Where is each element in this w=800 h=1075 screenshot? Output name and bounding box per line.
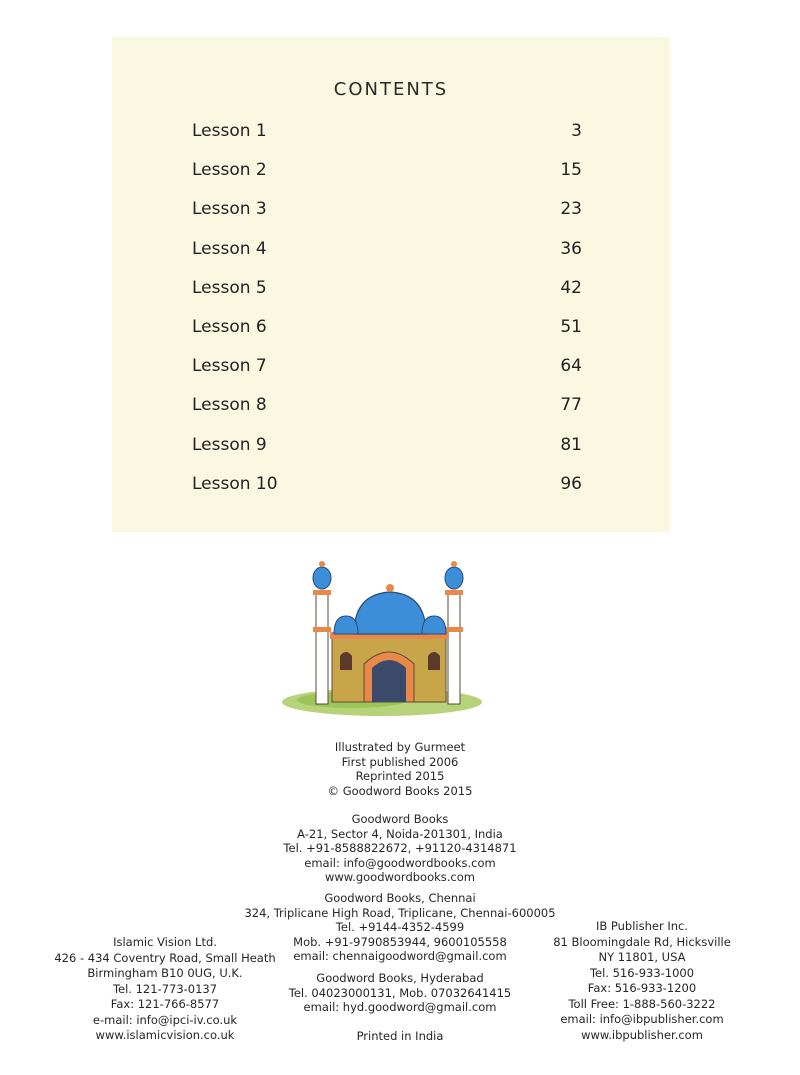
publisher-main-block xyxy=(0,812,800,885)
toc-entry[interactable] xyxy=(192,121,582,160)
hyderabad-tel: Tel. 04023000131, Mob. 07032641415 xyxy=(288,985,512,1000)
toc-entry[interactable] xyxy=(192,317,582,356)
ib-name: IB Publisher Inc. xyxy=(595,919,689,933)
toc-entry[interactable] xyxy=(192,356,582,395)
first-published: First published 2006 xyxy=(341,754,459,769)
reprinted: Reprinted 2015 xyxy=(355,769,445,784)
toc-label: Lesson 7 xyxy=(192,356,267,377)
toc-entry[interactable] xyxy=(192,239,582,278)
toc-page: 81 xyxy=(560,434,582,455)
toc-page: 42 xyxy=(560,277,582,298)
contents-panel xyxy=(112,37,670,532)
toc-page: 64 xyxy=(560,356,582,377)
ib-web[interactable]: www.ibpublisher.com xyxy=(581,1027,703,1042)
publisher-address: A-21, Sector 4, Noida-201301, India xyxy=(297,826,503,841)
toc-page: 23 xyxy=(560,199,582,220)
chennai-name: Goodword Books, Chennai xyxy=(324,891,476,905)
ib-publisher-block xyxy=(532,919,752,1043)
toc-label: Lesson 9 xyxy=(192,434,267,455)
mosque-illustration xyxy=(282,552,482,722)
toc-entry[interactable] xyxy=(192,278,582,317)
copyright: © Goodword Books 2015 xyxy=(327,783,473,798)
chennai-email[interactable]: email: chennaigoodword@gmail.com xyxy=(293,949,507,964)
ib-tel: Tel. 516-933-1000 xyxy=(589,965,695,980)
ib-tollfree: Toll Free: 1-888-560-3222 xyxy=(568,996,716,1011)
toc-entry[interactable] xyxy=(192,199,582,238)
ib-address1: 81 Bloomingdale Rd, Hicksville xyxy=(553,934,731,949)
toc-entry[interactable] xyxy=(192,474,582,513)
chennai-address: 324, Triplicane High Road, Triplicane, Chennai-600005 xyxy=(244,905,556,920)
iv-fax: Fax: 121-766-8577 xyxy=(110,997,220,1011)
hyderabad-name: Goodword Books, Hyderabad xyxy=(316,971,484,985)
toc-page: 51 xyxy=(560,316,582,337)
ib-fax: Fax: 516-933-1200 xyxy=(587,981,697,995)
ib-email[interactable]: email: info@ibpublisher.com xyxy=(560,1012,724,1026)
toc-label: Lesson 10 xyxy=(192,473,278,494)
iv-address1: 426 - 434 Coventry Road, Small Heath xyxy=(54,950,276,965)
toc-label: Lesson 6 xyxy=(192,316,267,337)
toc-page: 96 xyxy=(560,473,582,494)
publisher-name: Goodword Books xyxy=(351,812,449,826)
toc-label: Lesson 1 xyxy=(192,121,267,141)
publisher-email[interactable]: email: info@goodwordbooks.com xyxy=(304,855,496,870)
toc-label: Lesson 4 xyxy=(192,238,267,259)
iv-web[interactable]: www.islamicvision.co.uk xyxy=(95,1028,235,1042)
toc-label: Lesson 3 xyxy=(192,199,267,220)
publisher-web[interactable]: www.goodwordbooks.com xyxy=(325,870,475,885)
chennai-mob: Mob. +91-9790853944, 9600105558 xyxy=(293,934,507,949)
credits-block xyxy=(0,740,800,798)
toc-entry[interactable] xyxy=(192,435,582,474)
contents-title: CONTENTS xyxy=(333,79,449,100)
iv-address2: Birmingham B10 0UG, U.K. xyxy=(87,966,243,980)
toc-label: Lesson 8 xyxy=(192,395,267,416)
chennai-tel: Tel. +9144-4352-4599 xyxy=(335,920,465,935)
illustrator-credit: Illustrated by Gurmeet xyxy=(334,740,466,754)
ib-address2: NY 11801, USA xyxy=(598,950,686,964)
toc-entry[interactable] xyxy=(192,160,582,199)
iv-name: Islamic Vision Ltd. xyxy=(113,935,217,949)
toc-label: Lesson 5 xyxy=(192,277,267,298)
toc-page: 15 xyxy=(560,160,582,181)
toc-list xyxy=(192,121,582,513)
iv-tel: Tel. 121-773-0137 xyxy=(112,981,218,996)
toc-page: 3 xyxy=(571,121,582,141)
publisher-tel: Tel. +91-8588822672, +91120-4314871 xyxy=(283,841,517,856)
islamic-vision-block xyxy=(40,935,290,1044)
toc-page: 77 xyxy=(560,395,582,416)
hyderabad-email[interactable]: email: hyd.goodword@gmail.com xyxy=(303,1000,497,1015)
toc-label: Lesson 2 xyxy=(192,160,267,181)
printed-in: Printed in India xyxy=(356,1029,444,1043)
toc-entry[interactable] xyxy=(192,395,582,434)
iv-email[interactable]: e-mail: info@ipci-iv.co.uk xyxy=(92,1012,238,1027)
toc-page: 36 xyxy=(560,238,582,259)
